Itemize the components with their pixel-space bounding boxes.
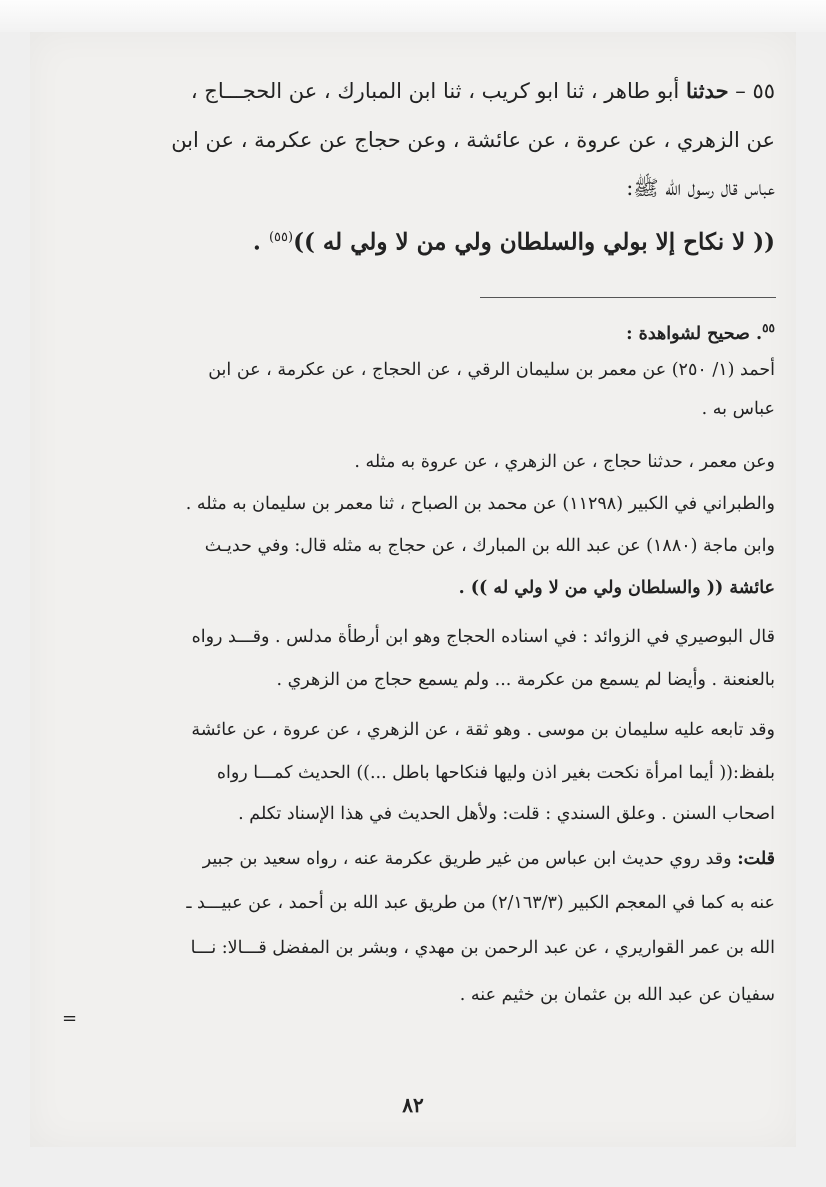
footnote-line: عائشة (( والسلطان ولي من لا ولي له )) .	[458, 578, 775, 598]
footnote-heading-text: . صحيح لشواهدة :	[626, 323, 763, 344]
footnote-heading	[80, 312, 775, 345]
footnote-line: الله بن عمر القواريري ، عن عبد الرحمن بن مهدي ، وبشر بن المفضل قـــالا: نـــا	[190, 938, 775, 958]
page-number: ٨٢	[402, 1093, 424, 1117]
continuation-mark: =	[62, 1008, 78, 1029]
hadith-text	[200, 214, 775, 262]
hadith-number: ٥٥	[752, 79, 775, 103]
footnote-line: سفيان عن عبد الله بن عثمان بن خثيم عنه .	[459, 985, 775, 1005]
footnote-line: عباس به .	[701, 399, 775, 419]
footnote-line: اصحاب السنن . وعلق السندي : قلت: ولأهل الحديث في هذا الإسناد تكلم .	[238, 804, 775, 824]
footnote-line: وعن معمر ، حدثنا حجاج ، عن الزهري ، عن عروة به مثله .	[354, 452, 775, 472]
hadith-line-3: عباس قال رسول الله ﷺ:	[626, 176, 775, 200]
hadith-line-1-text: أبو طاهر ، ثنا ابو كريب ، ثنا ابن المبارك ، عن الحجـــاج ،	[190, 79, 680, 103]
hadith-line-2: عن الزهري ، عن عروة ، عن عائشة ، وعن حجاج عن عكرمة ، عن ابن	[171, 128, 775, 152]
hadith-keyword: حدثنا	[685, 78, 729, 103]
footnote-line: بلفظ:(( أيما امرأة نكحت بغير اذن وليها فنكاحها باطل ...)) الحديث كمـــا رواه	[216, 763, 775, 783]
hadith-end-mark: .	[252, 228, 261, 256]
footnote-line: قال البوصيري في الزوائد : في اسناده الحجاج وهو ابن أرطأة مدلس . وقـــد رواه	[191, 627, 775, 647]
footnote-line: وابن ماجة (١٨٨٠) عن عبد الله بن المبارك ، عن حجاج به مثله قال: وفي حديـث	[204, 536, 775, 556]
qult-text: وقد روي حديث ابن عباس من غير طريق عكرمة عنه ، رواه سعيد بن جبير	[202, 849, 732, 869]
footnote-line: والطبراني في الكبير (١١٢٩٨) عن محمد بن الصباح ، ثنا معمر بن سليمان به مثله .	[185, 494, 775, 514]
footnote-divider	[480, 297, 776, 298]
qult-label: قلت:	[737, 849, 775, 869]
footnote-line: بالعنعنة . وأيضا لم يسمع من عكرمة ... ولم يسمع حجاج من الزهري .	[276, 670, 775, 690]
scan-margin	[0, 0, 826, 32]
hadith-line-1	[80, 67, 775, 115]
footnote-reference: (٥٥)	[268, 230, 294, 245]
footnote-heading-ref: ٥٥	[762, 321, 775, 335]
hadith-quote: (( لا نكاح إلا بولي والسلطان ولي من لا ولي له ))	[293, 228, 775, 256]
hadith-dash: –	[735, 79, 746, 103]
footnote-line: وقد تابعه عليه سليمان بن موسى . وهو ثقة ، عن الزهري ، عن عروة ، عن عائشة	[191, 720, 775, 740]
footnote-line: عنه به كما في المعجم الكبير (٢/١٦٣/٣) من طريق عبد الله بن أحمد ، عن عبيـــد ـ	[186, 893, 775, 913]
footnote-line: أحمد (١/ ٢٥٠) عن معمر بن سليمان الرقي ، عن الحجاج ، عن عكرمة ، عن ابن	[208, 360, 775, 380]
qult-line	[80, 843, 775, 876]
